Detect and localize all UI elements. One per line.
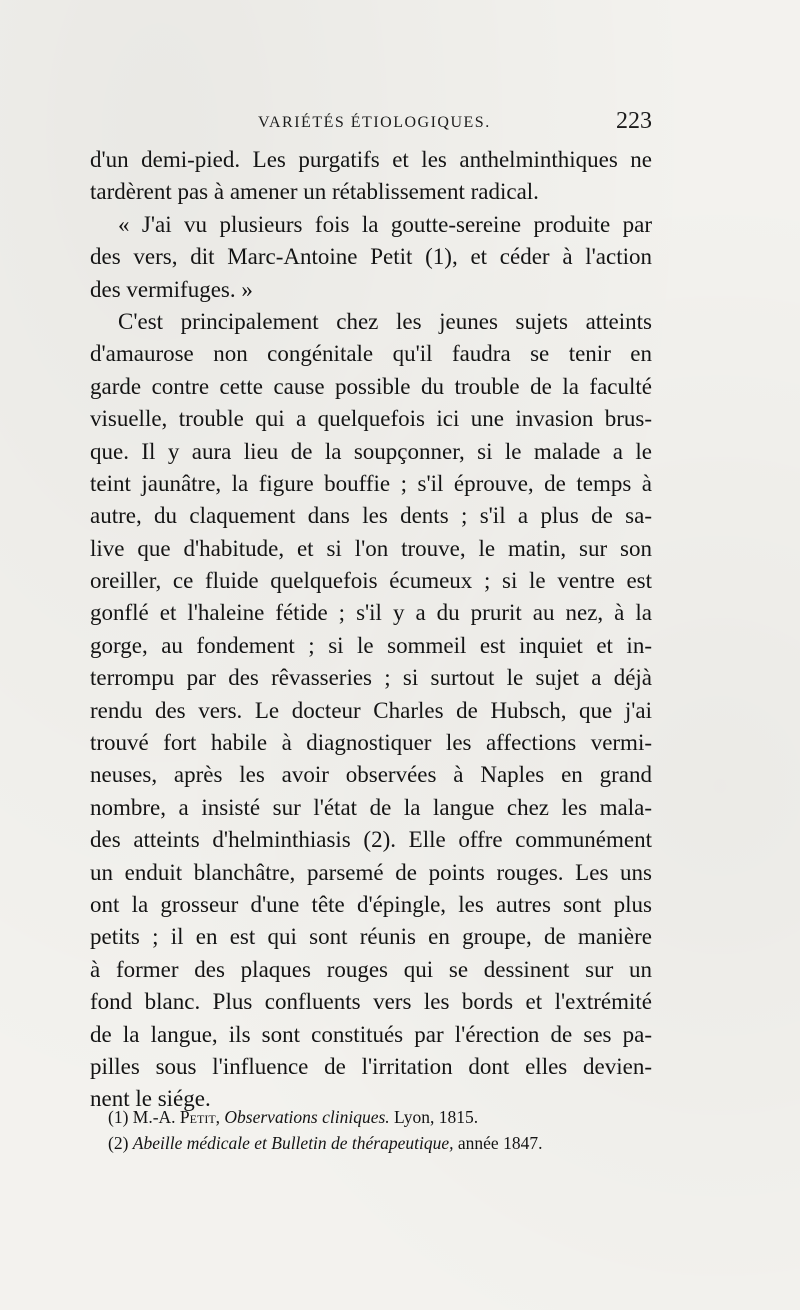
text-line: des vermifuges. »	[90, 276, 253, 302]
text-line: un enduit blanchâtre, parsemé de points rouges. Les uns	[90, 859, 652, 885]
footnote-1	[108, 1104, 652, 1130]
running-title: VARIÉTÉS ÉTIOLOGIQUES.	[258, 114, 491, 131]
text-line: gorge, au fondement ; si le sommeil est inquiet et in-	[90, 632, 652, 658]
text-line: C'est principalement chez les jeunes sujets atteints	[118, 308, 652, 334]
running-head	[90, 108, 652, 140]
footnote-number: (2)	[108, 1133, 129, 1153]
text-line: à former des plaques rouges qui se dessinent sur un	[90, 956, 652, 982]
text-line: nombre, a insisté sur l'état de la langue chez les mala-	[90, 794, 652, 820]
footnote-title: Abeille médicale et Bulletin de thérapeutique,	[132, 1133, 454, 1153]
text-line: terrompu par des rêvasseries ; si surtout le sujet a déjà	[90, 665, 652, 691]
text-line: gonflé et l'haleine fétide ; s'il y a du prurit au nez, à la	[90, 600, 652, 626]
text-line: tardèrent pas à amener un rétablissement radical.	[90, 179, 539, 205]
text-line: nent le siége.	[90, 1086, 211, 1112]
text-line: « J'ai vu plusieurs fois la goutte-sereine produite par	[118, 211, 652, 237]
text-line: teint jaunâtre, la figure bouffie ; s'il éprouve, de temps à	[90, 470, 652, 496]
text-line: d'amaurose non congénitale qu'il faudra se tenir en	[90, 341, 652, 367]
text-line: que. Il y aura lieu de la soupçonner, si le malade a le	[90, 438, 652, 464]
text-line: pilles sous l'influence de l'irritation dont elles devien-	[90, 1053, 652, 1079]
footnote-rest: année 1847.	[457, 1133, 543, 1153]
page-number: 223	[616, 108, 652, 134]
body-text	[90, 144, 652, 1116]
text-line: oreiller, ce fluide quelquefois écumeux ; si le ventre est	[90, 568, 652, 594]
text-line: d'un demi-pied. Les purgatifs et les anthelminthiques ne	[90, 147, 652, 172]
footnote-number: (1)	[108, 1107, 129, 1127]
footnote-title: Observations cliniques.	[224, 1107, 390, 1127]
text-line: des atteints d'helminthiasis (2). Elle offre communément	[90, 827, 652, 853]
footnote-author: M.-A. Petit,	[132, 1107, 221, 1127]
text-line: garde contre cette cause possible du trouble de la faculté	[90, 373, 652, 399]
text-line: trouvé fort habile à diagnostiquer les affections vermi-	[90, 730, 652, 756]
text-line: autre, du claquement dans les dents ; s'il a plus de sa-	[90, 503, 652, 529]
text-line: ont la grosseur d'une tête d'épingle, les autres sont plus	[90, 891, 652, 917]
text-line: visuelle, trouble qui a quelquefois ici une invasion brus-	[90, 406, 652, 432]
text-line: fond blanc. Plus confluents vers les bords et l'extrémité	[90, 989, 652, 1015]
footnote-rest: Lyon, 1815.	[394, 1107, 479, 1127]
text-line: des vers, dit Marc-Antoine Petit (1), et céder à l'action	[90, 244, 652, 270]
footnote-2	[108, 1130, 652, 1156]
text-line: petits ; il en est qui sont réunis en groupe, de manière	[90, 924, 652, 950]
text-line: live que d'habitude, et si l'on trouve, le matin, sur son	[90, 535, 652, 561]
text-line: neuses, après les avoir observées à Naples en grand	[90, 762, 652, 788]
text-line: de la langue, ils sont constitués par l'érection de ses pa-	[90, 1021, 652, 1047]
text-line: rendu des vers. Le docteur Charles de Hubsch, que j'ai	[90, 697, 652, 723]
footnotes	[108, 1104, 652, 1156]
